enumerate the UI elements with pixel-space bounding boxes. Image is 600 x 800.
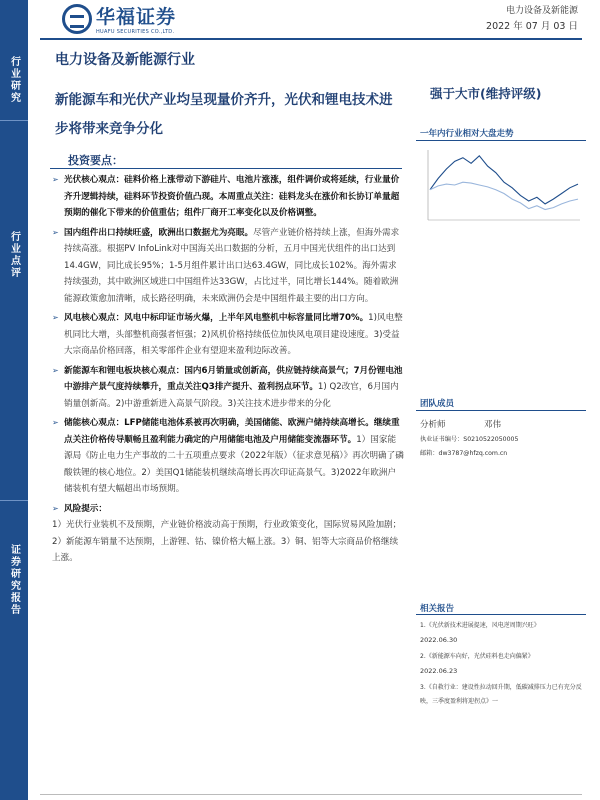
paragraph-lead: 国内组件出口持续旺盛，欧洲出口数据尤为亮眼。 xyxy=(64,227,254,238)
series-line-1 xyxy=(430,156,578,204)
related-list xyxy=(420,619,586,709)
footer-rule xyxy=(40,794,582,795)
arrow-icon: ➢ xyxy=(52,503,59,513)
header-rule xyxy=(40,38,582,40)
risk-text: 1）光伏行业装机不及预期，产业链价格波动高于预期，行业政策变化，国际贸易风险加剧；2）新能源车销量不达预期，上游锂、钴、镍价格大幅上涨。3）铜、铝等大宗商品价格继续上涨。 xyxy=(52,520,402,563)
relative-performance-chart xyxy=(410,142,590,242)
chart-title: 一年内行业相对大盘走势 xyxy=(420,129,514,139)
summary-rule xyxy=(50,168,402,169)
paragraph-lead: 光伏核心观点：硅料价格上涨带动下游硅片、电池片涨涨，组件调价或将延续，行业量价齐升逻辑持续，硅料环节投资价值凸现。本周重点关注：硅料龙头在涨价和长协订单量超预期的催化下带来的价值重估；组件厂商开工率变化以及价格调整。 xyxy=(64,175,400,218)
side-band xyxy=(0,0,28,800)
arrow-icon: ➢ xyxy=(52,175,59,184)
related-report-link[interactable]: 3.《自救行业：建设性拉动回升期，低碳减排压力已有充分反映，三季度盈利将迎拐点》一 xyxy=(420,684,582,705)
team-rule xyxy=(416,410,586,411)
related-rule xyxy=(416,614,586,615)
side-divider xyxy=(0,120,28,121)
related-report-link[interactable]: 1.《光伏新技术进展提速，风电逆周期兴旺》 xyxy=(420,622,540,629)
analyst-email[interactable]: 邮箱：dw3787@hfzq.com.cn xyxy=(420,450,508,457)
summary-title: 投资要点： xyxy=(68,154,123,167)
brand-name-en: HUAFU SECURITIES CO.,LTD. xyxy=(96,29,175,35)
header-sector: 电力设备及新能源 xyxy=(505,6,578,16)
series-line-2 xyxy=(430,182,578,209)
summary-paragraph xyxy=(52,225,404,308)
side-label-research: 行业研究 xyxy=(8,56,20,104)
side-label-report: 证券研究报告 xyxy=(8,544,20,616)
related-report-date: 2022.06.30 xyxy=(420,636,458,644)
paragraph-lead: 储能核心观点：LFP储能电池体系被再次明确，美国储能、欧洲户储持续高增长。继续重点关注价格传导顺畅且盈利能力确定的户用储能电池及户用储能变流器环节。 xyxy=(64,418,400,445)
summary-paragraph xyxy=(52,172,404,222)
header-date: 2022 年 07 月 03 日 xyxy=(486,21,578,32)
paragraph-lead: 风电核心观点：风电中标印证市场火爆，上半年风电整机中标容量同比增70%。 xyxy=(64,313,369,323)
summary-paragraph xyxy=(52,415,404,498)
brand-name: 华福证券 xyxy=(96,6,177,28)
analyst-cert: 执业证书编号：S0210522050005 xyxy=(420,436,519,443)
logo-icon xyxy=(62,4,92,34)
side-divider xyxy=(0,500,28,501)
paragraph-text: 尽管产业链价格持续上涨，但海外需求持续高涨。根据PV InfoLink对中国海关出口数据的分析，五月中国光伏组件的出口达到14.4GW，同比成长95%；1-5月组件累计出口达63.4GW，同比成长102%。海外需求持续强劲，其中欧洲区域进口中国组件达33GW，占比过半，同比增长144%。随着欧洲能源政策愈加清晰，成长路径明确，未来欧洲仍会是中国组件最主要的出口方向。 xyxy=(64,227,400,304)
arrow-icon: ➢ xyxy=(52,418,59,427)
analyst-role: 分析师 xyxy=(420,420,446,430)
report-headline: 新能源车和光伏产业均呈现量价齐升，光伏和锂电技术进步将带来竞争分化 xyxy=(55,92,393,137)
paragraph-text: 1)风电整机同比大增，头部整机商强者恒强；2)风机价格持续低位加快风电项目建设速度。3)受益大宗商品价格回落，相关零部件企业有望迎来盈利边际改善。 xyxy=(64,313,403,356)
risk-paragraph xyxy=(52,517,404,567)
summary-paragraph xyxy=(52,310,404,360)
brand-logo xyxy=(62,2,176,35)
risk-title: 风险提示： xyxy=(64,503,107,514)
analyst-name: 邓伟 xyxy=(484,420,502,430)
summary-paragraph xyxy=(52,363,404,413)
summary-paragraph xyxy=(52,501,404,518)
rating: 强于大市(维持评级) xyxy=(430,86,542,101)
team-title: 团队成员 xyxy=(420,399,455,409)
arrow-icon: ➢ xyxy=(52,227,59,237)
chart-rule xyxy=(416,140,586,141)
related-title: 相关报告 xyxy=(420,604,455,614)
paragraph-lead: 新能源车和锂电板块核心观点：国内6月销量或创新高，供应链持续高景气；7月份锂电池中游排产景气度持续攀升，重点关注Q3排产提升、盈利拐点环节。 xyxy=(64,365,403,392)
related-report-date: 2022.06.23 xyxy=(420,667,458,675)
arrow-icon: ➢ xyxy=(52,313,59,322)
arrow-icon: ➢ xyxy=(52,365,59,375)
related-report-link[interactable]: 2.《新能源车向好，光伏硅料也走向偏紧》 xyxy=(420,653,534,660)
summary-body xyxy=(52,172,404,567)
industry-title: 电力设备及新能源行业 xyxy=(55,52,195,68)
paragraph-text: 1）国家能源局《防止电力生产事故的二十五项重点要求（2022年版）（征求意见稿）》再次明确了磷酸铁锂的核心地位。2）美国Q1储能装机继续高增长再次印证高景气。3)2022年欧洲户储装机有望大幅超出市场预期。 xyxy=(64,434,404,494)
side-label-review: 行业点评 xyxy=(8,231,20,279)
paragraph-text: 1) Q2改官，6月国内销量创新高。2)中游重新进入高景气阶段。3)关注技术进步带来的分化 xyxy=(64,382,399,409)
